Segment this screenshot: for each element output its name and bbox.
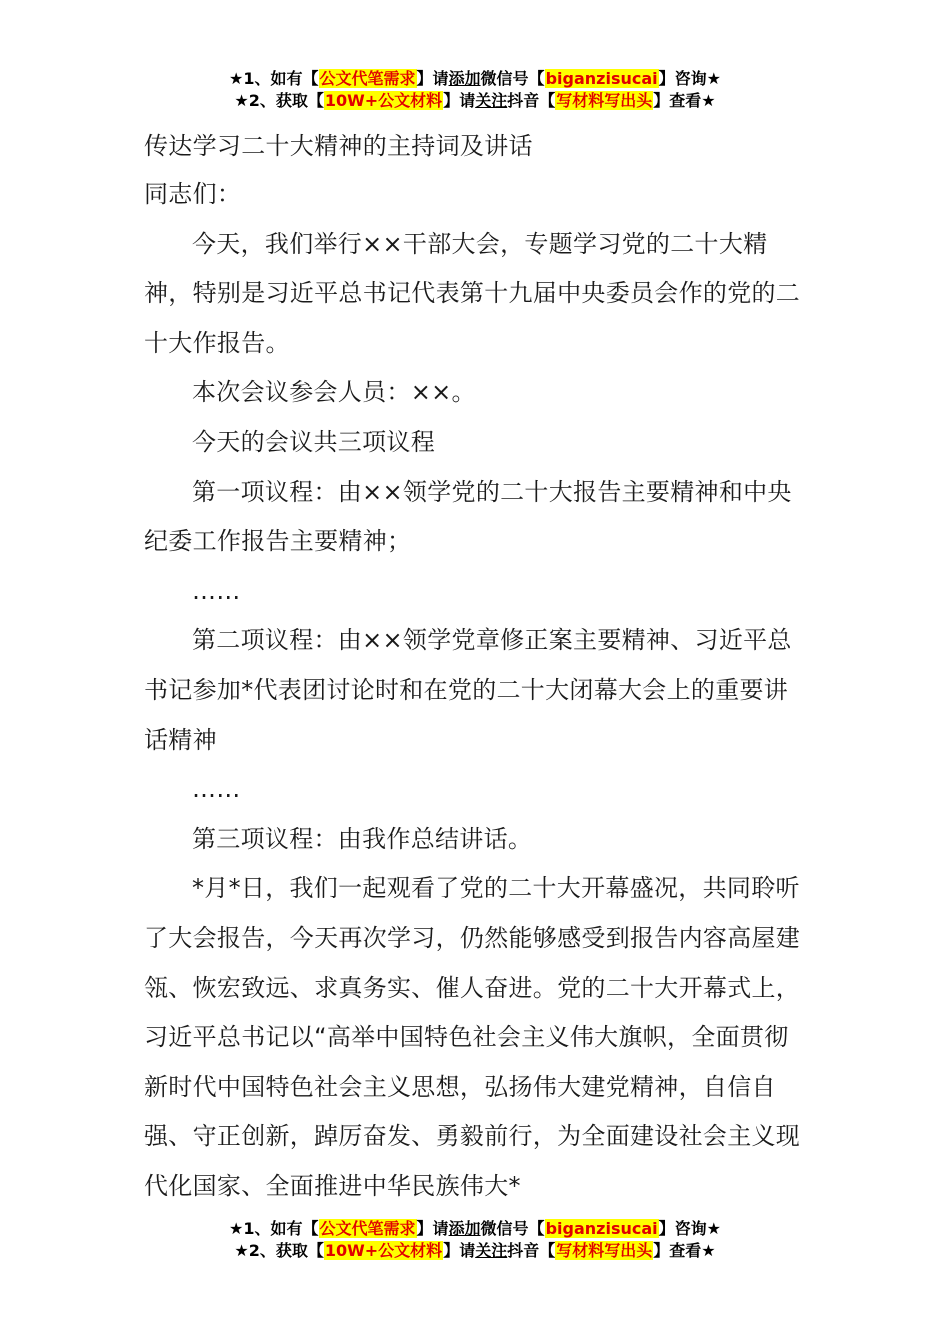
agenda-item-3: 第三项议程：由我作总结讲话。 — [192, 824, 533, 853]
banner-text: 微信号【 — [480, 69, 545, 88]
banner-text: 】咨询★ — [658, 69, 721, 88]
document-title: 传达学习二十大精神的主持词及讲话 — [144, 132, 533, 160]
banner-text: ★1、如有【 — [229, 1219, 319, 1238]
banner-line-1 — [0, 68, 950, 90]
banner-wechat-id: biganzisucai — [545, 69, 658, 88]
banner-wechat-id: biganzisucai — [545, 1219, 658, 1238]
banner-underlined: 关注 — [475, 91, 508, 110]
banner-underlined: 添加 — [448, 69, 481, 88]
ellipsis: …… — [192, 576, 241, 605]
banner-line-2 — [0, 1240, 950, 1262]
banner-text: 】查看★ — [653, 1241, 716, 1260]
banner-highlight: 10W+公文材料 — [324, 1241, 443, 1260]
paragraph: 今天，我们举行××干部大会，专题学习党的二十大精神，特别是习近平总书记代表第十九届中央委员会作的党的二十大作报告。 — [144, 229, 801, 357]
banner-text: 】咨询★ — [658, 1219, 721, 1238]
banner-douyin-id: 写材料写出头 — [556, 91, 653, 110]
banner-text: 】请 — [443, 91, 476, 110]
banner-line-2 — [0, 90, 950, 112]
banner-text: 抖音【 — [507, 1241, 556, 1260]
header-banner — [0, 68, 950, 112]
banner-text: ★2、获取【 — [234, 91, 324, 110]
banner-highlight: 公文代笔需求 — [319, 69, 416, 88]
banner-text: ★2、获取【 — [234, 1241, 324, 1260]
banner-underlined: 关注 — [475, 1241, 508, 1260]
banner-underlined: 添加 — [448, 1219, 481, 1238]
banner-line-1 — [0, 1218, 950, 1240]
salutation: 同志们： — [144, 180, 242, 208]
paragraph: 今天的会议共三项议程 — [192, 427, 435, 456]
agenda-item-2: 第二项议程：由××领学党章修正案主要精神、习近平总书记参加*代表团讨论时和在党的二十大闭幕大会上的重要讲话精神 — [144, 626, 792, 754]
banner-douyin-id: 写材料写出头 — [556, 1241, 653, 1260]
ellipsis: …… — [192, 775, 241, 804]
document-body — [144, 124, 806, 1211]
paragraph: *月*日，我们一起观看了党的二十大开幕盛况，共同聆听了大会报告，今天再次学习，仍然能够感受到报告内容高屋建瓴、恢宏致远、求真务实、催人奋进。党的二十大开幕式上，习近平总书记以“高举中国特色社会主义伟大旗帜，全面贯彻新时代中国特色社会主义思想，弘扬伟大建党精神，自信自强、守正创新，踔厉奋发、勇毅前行，为全面建设社会主义现代化国家、全面推进中华民族伟大* — [144, 874, 801, 1200]
banner-text: 抖音【 — [507, 91, 556, 110]
banner-text: 】请 — [416, 69, 449, 88]
footer-banner — [0, 1218, 950, 1262]
banner-text: 微信号【 — [480, 1219, 545, 1238]
banner-text: 】请 — [443, 1241, 476, 1260]
banner-text: 】查看★ — [653, 91, 716, 110]
banner-highlight: 公文代笔需求 — [319, 1219, 416, 1238]
banner-text: 】请 — [416, 1219, 449, 1238]
agenda-item-1: 第一项议程：由××领学党的二十大报告主要精神和中央纪委工作报告主要精神； — [144, 477, 792, 556]
banner-text: ★1、如有【 — [229, 69, 319, 88]
paragraph: 本次会议参会人员：××。 — [192, 378, 476, 407]
banner-highlight: 10W+公文材料 — [324, 91, 443, 110]
